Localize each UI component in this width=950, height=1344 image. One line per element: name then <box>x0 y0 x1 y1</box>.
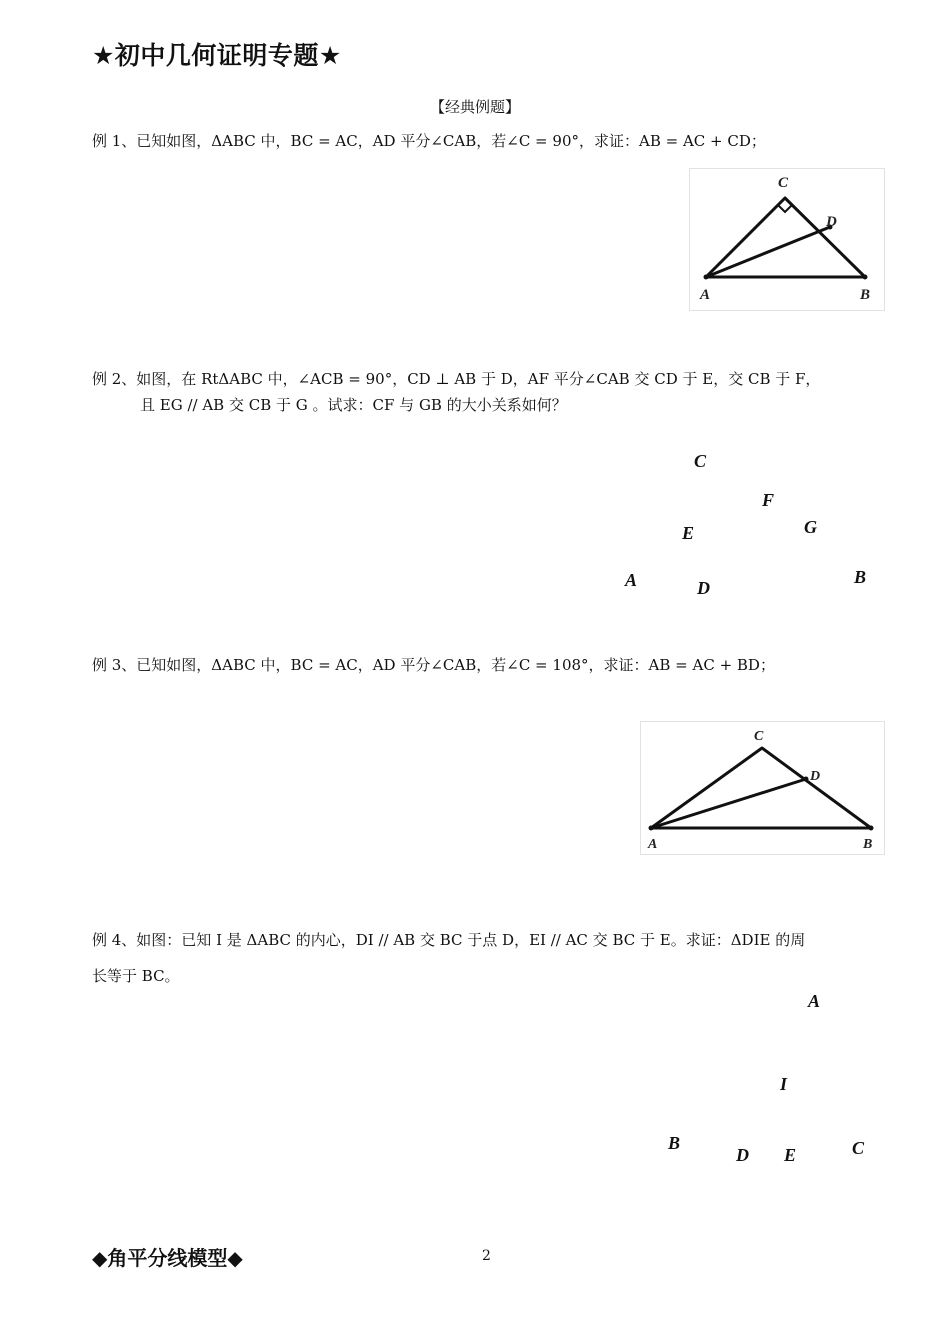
fig4-label-i: I <box>780 1074 788 1094</box>
bisector-ad <box>651 779 806 828</box>
fig2-label-a: A <box>625 570 638 590</box>
fig1-label-a: A <box>700 287 711 303</box>
fig4-label-d: D <box>736 1145 749 1165</box>
fig3-label-c: C <box>754 729 764 744</box>
right-angle-mark <box>778 205 792 212</box>
problem-3-text: 例 3、已知如图，ΔABC 中，BC = AC，AD 平分∠CAB，若∠C = 108°，求证：AB = AC + BD； <box>92 656 775 674</box>
footer-heading: ◆角平分线模型◆ <box>92 1246 243 1270</box>
problem-4-text-line1: 例 4、如图：已知 I 是 ΔABC 的内心，DI // AB 交 BC 于点 D，EI // AC 交 BC 于 E。求证：ΔDIE 的周 <box>92 931 806 949</box>
problem-2-text-line2: 且 EG // AB 交 CB 于 G 。试求：CF 与 GB 的大小关系如何？ <box>140 396 567 414</box>
problem-3-figure <box>640 721 885 855</box>
fig1-label-c: C <box>778 175 789 191</box>
fig3-label-a: A <box>648 837 658 852</box>
document-title: ★初中几何证明专题★ <box>92 41 342 70</box>
fig2-label-b: B <box>854 567 867 587</box>
fig2-label-d: D <box>697 578 710 598</box>
problem-4-text-line2: 长等于 BC。 <box>92 967 180 985</box>
fig3-label-d: D <box>810 769 821 784</box>
fig1-label-b: B <box>860 287 871 303</box>
fig2-label-e: E <box>682 523 695 543</box>
fig4-label-b: B <box>668 1133 681 1153</box>
bisector-ad <box>706 227 830 277</box>
fig4-label-e: E <box>784 1145 797 1165</box>
triangle-abc <box>706 198 865 277</box>
problem-1-text: 例 1、已知如图，ΔABC 中，BC = AC，AD 平分∠CAB，若∠C = 90°，求证：AB = AC + CD； <box>92 132 766 150</box>
problem-1-figure <box>689 168 885 311</box>
section-heading: 【经典例题】 <box>429 98 520 116</box>
fig1-label-d: D <box>826 214 837 230</box>
fig4-label-c: C <box>852 1138 865 1158</box>
fig2-label-g: G <box>804 517 817 537</box>
fig2-label-c: C <box>694 451 707 471</box>
problem-2-text-line1: 例 2、如图，在 RtΔABC 中，∠ACB = 90°，CD ⊥ AB 于 D，AF 平分∠CAB 交 CD 于 E，交 CB 于 F， <box>92 370 821 388</box>
fig2-label-f: F <box>762 490 775 510</box>
fig4-label-a: A <box>808 991 821 1011</box>
page-number: 2 <box>482 1248 491 1264</box>
fig3-label-b: B <box>863 837 873 852</box>
